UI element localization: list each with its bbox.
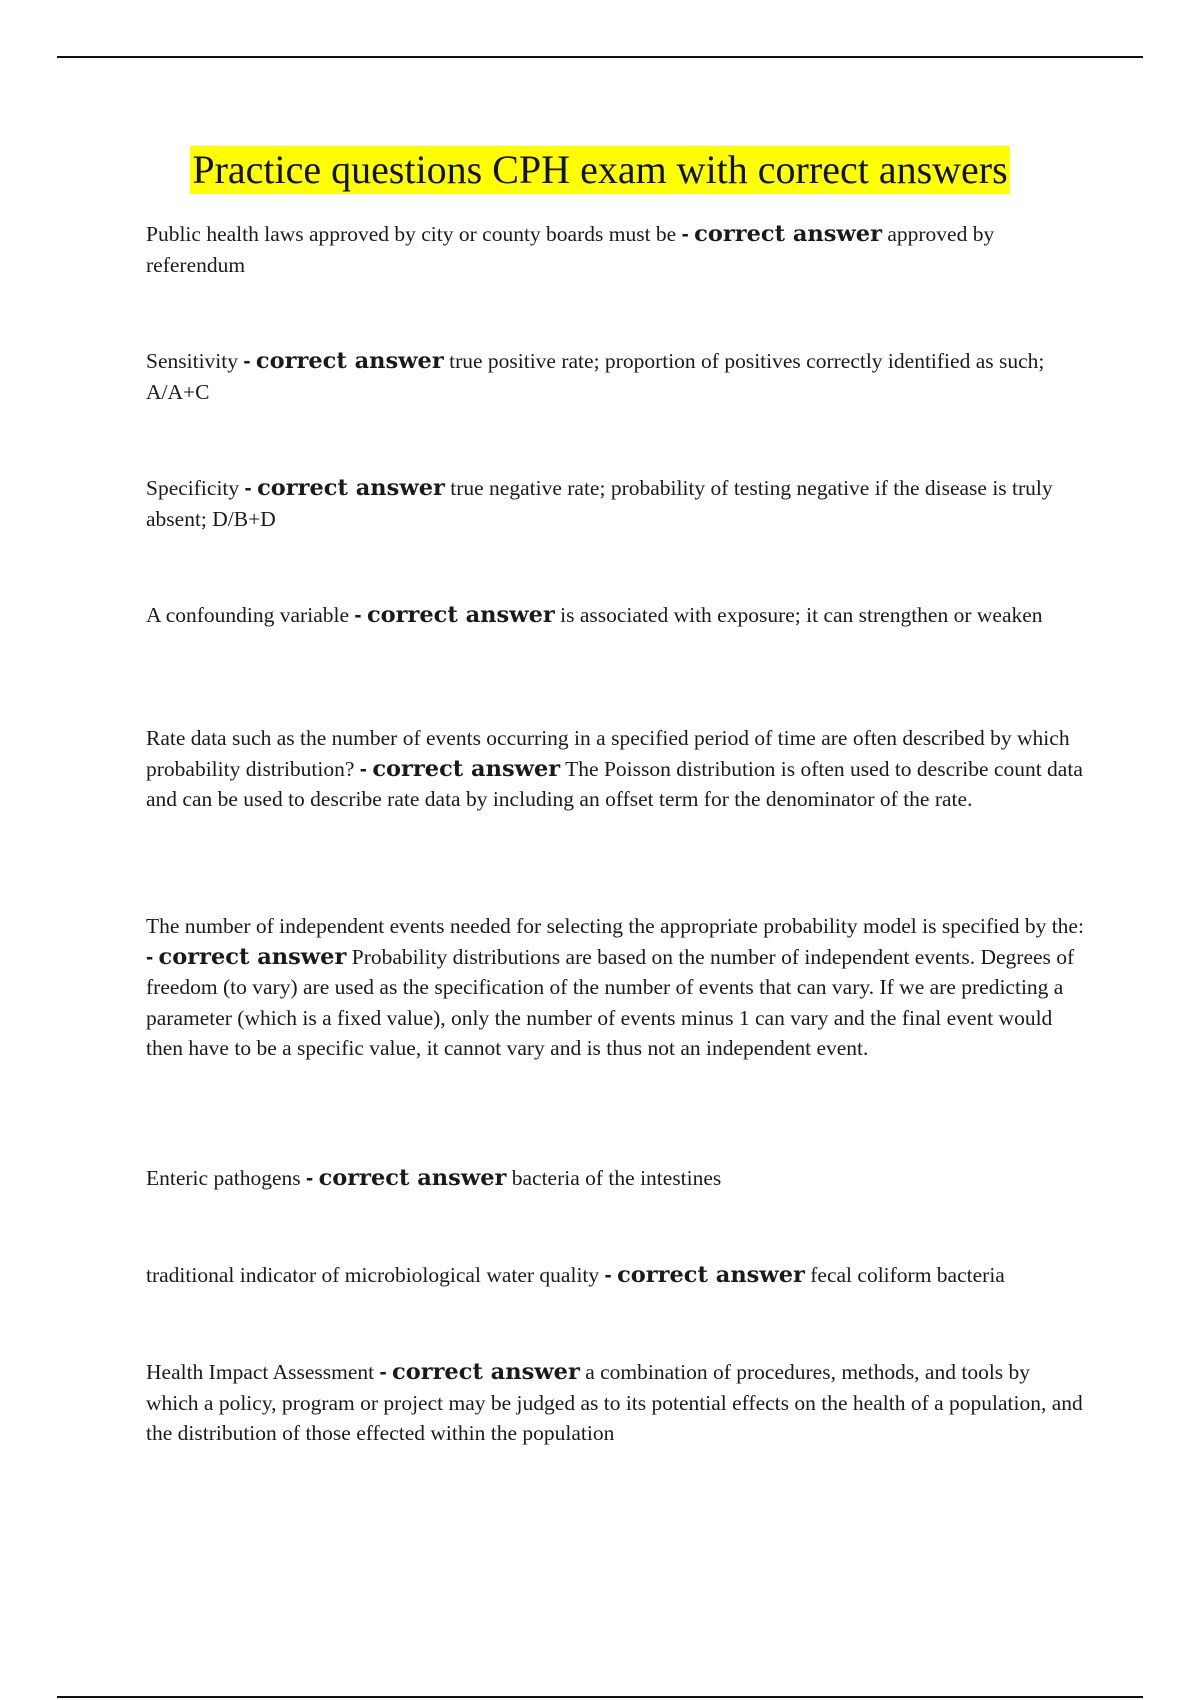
answer-separator: - <box>306 1166 314 1190</box>
title-container <box>0 146 1200 194</box>
answer-separator: - <box>146 944 154 969</box>
qa-item <box>146 1260 1086 1291</box>
question-text: Specificity <box>146 476 240 500</box>
answer-separator: - <box>243 349 251 373</box>
answer-label: correct answer <box>318 1165 507 1191</box>
qa-item <box>146 1163 1086 1194</box>
answer-text: Probability distributions are based on the number of independent events. Degrees of freedom (to vary) are used as the specification of the number of events that can vary. If we are predicting a parameter (which is a fixed value), only the number of events minus 1 can vary and the final event would then have to be a specific value, it cannot vary and is thus not an independent event. <box>146 944 1075 1060</box>
answer-label: correct answer <box>392 1359 580 1385</box>
qa-item <box>146 911 1086 1064</box>
answer-label: correct answer <box>255 348 444 374</box>
answer-text: true positive rate; proportion of positives correctly identified as such; A/A+C <box>146 349 1045 404</box>
answer-text: true negative rate; probability of testing negative if the disease is truly absent; D/B+D <box>146 476 1053 531</box>
qa-item <box>146 219 1086 280</box>
bottom-rule <box>57 1696 1143 1698</box>
answer-separator: - <box>354 603 362 627</box>
question-text: Enteric pathogens <box>146 1166 301 1190</box>
question-text: Health Impact Assessment <box>146 1360 375 1384</box>
question-text: Sensitivity <box>146 349 238 373</box>
question-text: traditional indicator of microbiological water quality <box>146 1263 600 1287</box>
answer-text: fecal coliform bacteria <box>810 1263 1005 1287</box>
answer-separator: - <box>359 756 367 781</box>
answer-text: bacteria of the intestines <box>511 1166 722 1190</box>
question-text: A confounding variable <box>146 603 350 627</box>
answer-text: a combination of procedures, methods, and tools by which a policy, program or project may be judged as to its potential effects on the health of a population, and the distribution of those effected within the population <box>146 1360 1083 1445</box>
qa-item <box>146 723 1086 815</box>
answer-label: correct answer <box>257 475 445 501</box>
qa-item <box>146 473 1086 534</box>
answer-label: correct answer <box>158 943 347 970</box>
question-text: Public health laws approved by city or county boards must be <box>146 222 677 246</box>
answer-separator: - <box>379 1360 387 1384</box>
answer-separator: - <box>681 222 689 246</box>
answer-text: The Poisson distribution is often used to describe count data and can be used to describe rate data by including an offset term for the denominator of the rate. <box>146 756 1083 811</box>
document-title: Practice questions CPH exam with correct answers <box>192 147 1008 192</box>
answer-label: correct answer <box>366 602 555 628</box>
qa-item <box>146 1357 1086 1449</box>
qa-item <box>146 346 1086 407</box>
question-text: Rate data such as the number of events occurring in a specified period of time are often described by which probability distribution? <box>146 726 1070 781</box>
question-text: The number of independent events needed for selecting the appropriate probability model is specified by the: <box>146 914 1084 938</box>
qa-item <box>146 600 1086 631</box>
answer-text: is associated with exposure; it can strengthen or weaken <box>560 603 1043 627</box>
answer-separator: - <box>604 1263 612 1287</box>
answer-label: correct answer <box>694 221 882 247</box>
answer-label: correct answer <box>372 755 561 782</box>
answer-separator: - <box>244 476 252 500</box>
top-rule <box>57 56 1143 58</box>
answer-label: correct answer <box>617 1262 805 1288</box>
answer-text: approved by referendum <box>146 222 995 277</box>
